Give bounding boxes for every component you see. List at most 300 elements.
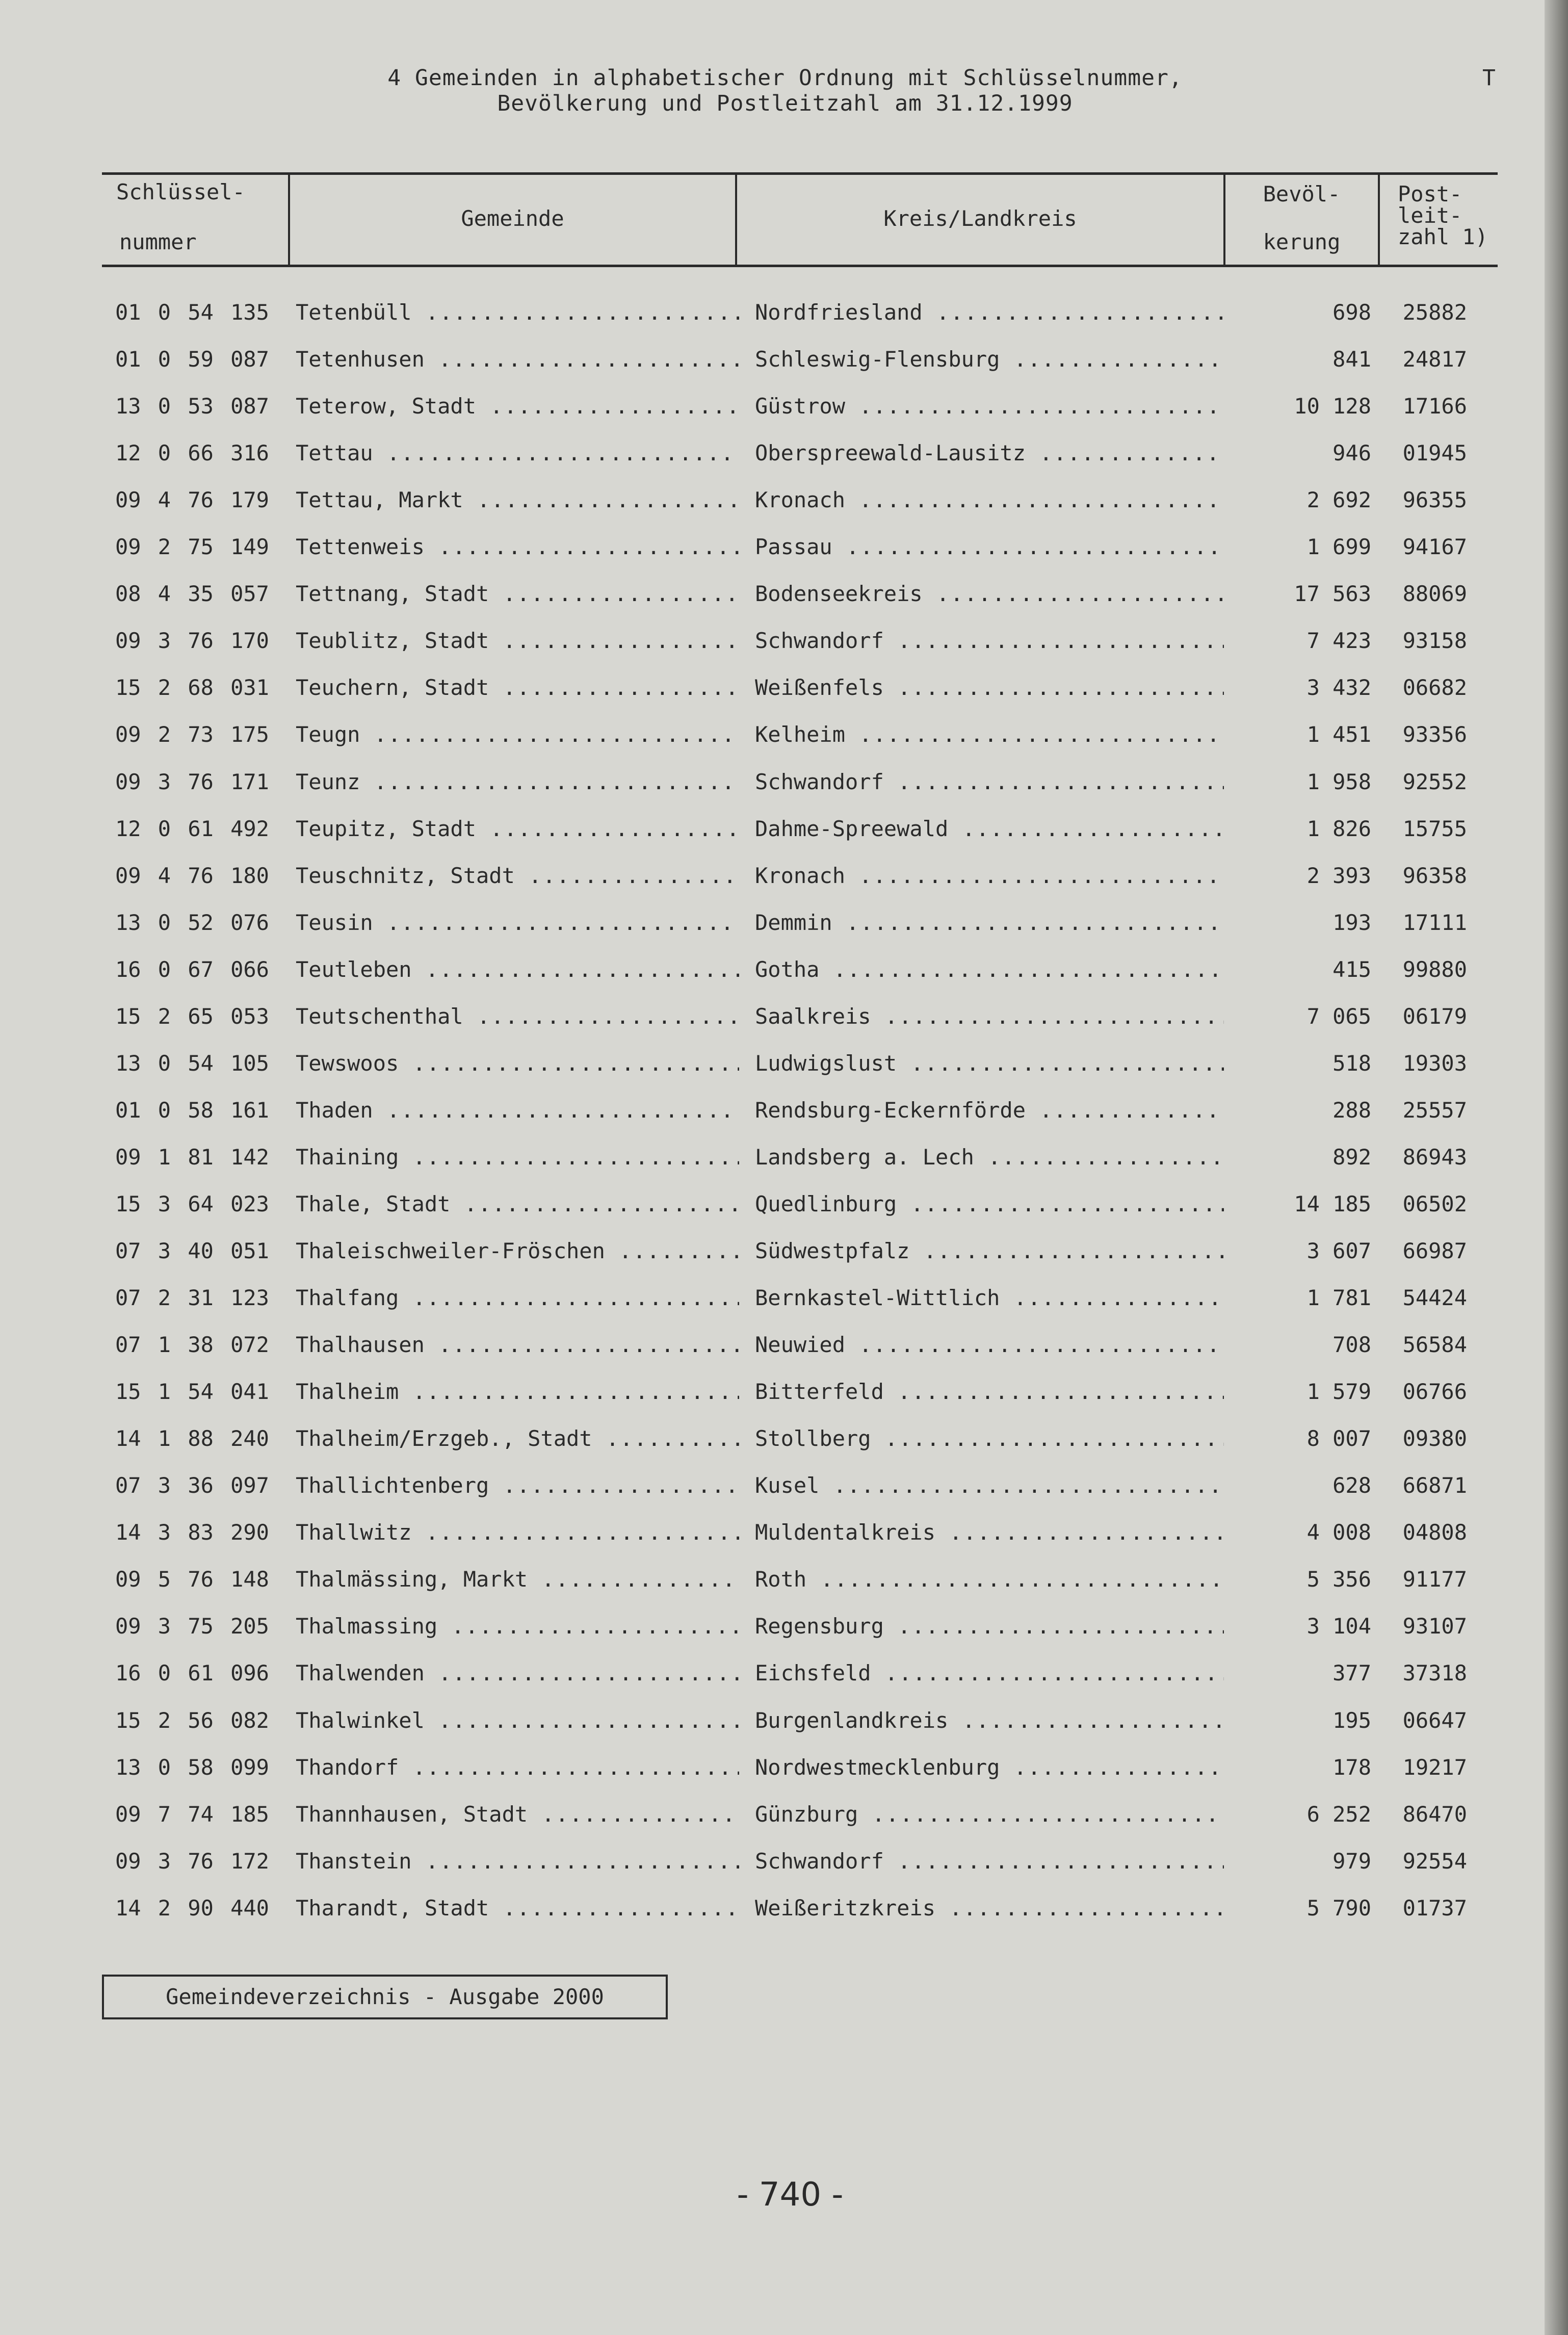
header-key-line2: nummer bbox=[119, 229, 197, 254]
key-land: 09 bbox=[115, 628, 141, 654]
gemeinde-name: Thannhausen, Stadt ..... bbox=[296, 1802, 739, 1827]
key-gemeinde: 240 bbox=[230, 1426, 269, 1451]
key-number bbox=[115, 1238, 269, 1264]
population: 1 958 bbox=[1306, 769, 1371, 794]
key-gemeinde: 072 bbox=[230, 1332, 269, 1358]
key-land: 07 bbox=[115, 1473, 141, 1498]
kreis-name: Roth ..... bbox=[755, 1567, 1224, 1592]
gemeinde-name: Tharandt, Stadt ..... bbox=[296, 1896, 739, 1921]
key-gemeinde: 440 bbox=[230, 1895, 269, 1921]
kreis-name: Stollberg ..... bbox=[755, 1426, 1224, 1451]
key-number bbox=[115, 1849, 269, 1874]
kreis-name: Bodenseekreis ..... bbox=[755, 581, 1224, 607]
key-kreis: 75 bbox=[188, 534, 214, 560]
population: 193 bbox=[1332, 910, 1371, 935]
key-gemeinde: 205 bbox=[230, 1614, 269, 1639]
population: 3 432 bbox=[1306, 675, 1371, 700]
key-bezirk: 0 bbox=[158, 910, 171, 935]
key-land: 09 bbox=[115, 769, 141, 794]
key-kreis: 76 bbox=[188, 1567, 214, 1592]
population: 10 128 bbox=[1294, 394, 1371, 419]
key-kreis: 52 bbox=[188, 910, 214, 935]
key-land: 09 bbox=[115, 722, 141, 747]
population: 2 692 bbox=[1306, 487, 1371, 513]
key-bezirk: 7 bbox=[158, 1801, 171, 1827]
gemeinde-name: Teuschnitz, Stadt ..... bbox=[296, 863, 739, 889]
key-number bbox=[115, 1896, 269, 1921]
key-bezirk: 2 bbox=[158, 1895, 171, 1921]
table-row bbox=[0, 394, 1568, 440]
table-row bbox=[0, 1426, 1568, 1473]
page-title bbox=[204, 65, 1366, 116]
gemeinde-name: Tewswoos ..... bbox=[296, 1051, 739, 1076]
population: 14 185 bbox=[1294, 1191, 1371, 1216]
key-kreis: 61 bbox=[188, 816, 214, 841]
edition-box: Gemeindeverzeichnis - Ausgabe 2000 bbox=[102, 1975, 668, 2019]
population: 8 007 bbox=[1306, 1426, 1371, 1451]
kreis-name: Demmin ..... bbox=[755, 910, 1224, 936]
kreis-name: Kelheim ..... bbox=[755, 722, 1224, 747]
key-land: 12 bbox=[115, 816, 141, 841]
key-number bbox=[115, 1426, 269, 1451]
key-bezirk: 0 bbox=[158, 440, 171, 466]
key-number bbox=[115, 1379, 269, 1405]
population: 698 bbox=[1332, 300, 1371, 325]
key-bezirk: 0 bbox=[158, 1754, 171, 1780]
population: 17 563 bbox=[1294, 581, 1371, 607]
population: 979 bbox=[1332, 1848, 1371, 1874]
kreis-name: Nordwestmecklenburg ..... bbox=[755, 1755, 1224, 1780]
title-line-2: Bevölkerung und Postleitzahl am 31.12.1999 bbox=[497, 91, 1073, 116]
key-kreis: 35 bbox=[188, 581, 214, 607]
key-bezirk: 3 bbox=[158, 628, 171, 654]
key-bezirk: 0 bbox=[158, 1050, 171, 1076]
key-bezirk: 3 bbox=[158, 1848, 171, 1874]
key-gemeinde: 076 bbox=[230, 910, 269, 935]
table-row bbox=[0, 1567, 1568, 1614]
population: 3 607 bbox=[1306, 1238, 1371, 1263]
kreis-name: Kronach ..... bbox=[755, 863, 1224, 889]
table-row bbox=[0, 1285, 1568, 1332]
key-gemeinde: 170 bbox=[230, 628, 269, 654]
key-land: 07 bbox=[115, 1285, 141, 1311]
kreis-name: Bernkastel-Wittlich ..... bbox=[755, 1285, 1224, 1311]
key-land: 01 bbox=[115, 1097, 141, 1123]
table-row bbox=[0, 1708, 1568, 1755]
key-number bbox=[115, 1285, 269, 1311]
key-kreis: 76 bbox=[188, 628, 214, 654]
kreis-name: Schwandorf ..... bbox=[755, 769, 1224, 795]
gemeinde-name: Thalfang ..... bbox=[296, 1285, 739, 1311]
kreis-name: Landsberg a. Lech ..... bbox=[755, 1145, 1224, 1170]
key-gemeinde: 097 bbox=[230, 1473, 269, 1498]
table-row bbox=[0, 1473, 1568, 1520]
postal-code: 93107 bbox=[1402, 1614, 1467, 1639]
key-land: 15 bbox=[115, 1379, 141, 1405]
key-number bbox=[115, 957, 269, 982]
key-gemeinde: 099 bbox=[230, 1754, 269, 1780]
key-kreis: 76 bbox=[188, 487, 214, 513]
key-number bbox=[115, 769, 269, 795]
key-gemeinde: 316 bbox=[230, 440, 269, 466]
postal-code: 99880 bbox=[1402, 956, 1467, 982]
table-row bbox=[0, 1520, 1568, 1567]
key-number bbox=[115, 1708, 269, 1733]
postal-code: 37318 bbox=[1402, 1661, 1467, 1686]
kreis-name: Ludwigslust ..... bbox=[755, 1051, 1224, 1076]
key-kreis: 61 bbox=[188, 1661, 214, 1686]
gemeinde-name: Teterow, Stadt ..... bbox=[296, 394, 739, 419]
key-bezirk: 3 bbox=[158, 1191, 171, 1216]
header-plz-line3: zahl 1) bbox=[1398, 224, 1488, 249]
key-bezirk: 4 bbox=[158, 581, 171, 607]
key-kreis: 74 bbox=[188, 1801, 214, 1827]
key-land: 07 bbox=[115, 1332, 141, 1358]
key-gemeinde: 087 bbox=[230, 394, 269, 419]
key-land: 15 bbox=[115, 1707, 141, 1733]
key-kreis: 38 bbox=[188, 1332, 214, 1358]
key-bezirk: 3 bbox=[158, 1473, 171, 1498]
key-land: 12 bbox=[115, 440, 141, 466]
table-row bbox=[0, 863, 1568, 910]
key-bezirk: 0 bbox=[158, 1661, 171, 1686]
key-land: 07 bbox=[115, 1238, 141, 1263]
postal-code: 66987 bbox=[1402, 1238, 1467, 1263]
gemeinde-name: Thalheim ..... bbox=[296, 1379, 739, 1405]
key-bezirk: 1 bbox=[158, 1426, 171, 1451]
key-number bbox=[115, 1520, 269, 1545]
population: 1 781 bbox=[1306, 1285, 1371, 1311]
postal-code: 19217 bbox=[1402, 1754, 1467, 1780]
gemeinde-name: Teutschenthal ..... bbox=[296, 1004, 739, 1029]
key-land: 08 bbox=[115, 581, 141, 607]
kreis-name: Schwandorf ..... bbox=[755, 1849, 1224, 1874]
key-kreis: 88 bbox=[188, 1426, 214, 1451]
key-gemeinde: 023 bbox=[230, 1191, 269, 1216]
key-bezirk: 4 bbox=[158, 863, 171, 888]
key-gemeinde: 171 bbox=[230, 769, 269, 794]
gemeinde-name: Teugn ..... bbox=[296, 722, 739, 747]
postal-code: 96355 bbox=[1402, 487, 1467, 513]
kreis-name: Quedlinburg ..... bbox=[755, 1191, 1224, 1217]
key-gemeinde: 149 bbox=[230, 534, 269, 560]
key-kreis: 83 bbox=[188, 1520, 214, 1545]
table-row bbox=[0, 957, 1568, 1004]
table-row bbox=[0, 722, 1568, 769]
key-gemeinde: 185 bbox=[230, 1801, 269, 1827]
key-land: 09 bbox=[115, 534, 141, 560]
kreis-name: Güstrow ..... bbox=[755, 394, 1224, 419]
key-number bbox=[115, 1755, 269, 1780]
key-kreis: 76 bbox=[188, 1848, 214, 1874]
table-row bbox=[0, 1238, 1568, 1285]
postal-code: 06502 bbox=[1402, 1191, 1467, 1216]
key-bezirk: 0 bbox=[158, 300, 171, 325]
table-row bbox=[0, 1051, 1568, 1098]
kreis-name: Weißeritzkreis ..... bbox=[755, 1896, 1224, 1921]
table-row bbox=[0, 1379, 1568, 1426]
key-land: 13 bbox=[115, 394, 141, 419]
kreis-name: Kusel ..... bbox=[755, 1473, 1224, 1498]
gemeinde-name: Thaining ..... bbox=[296, 1145, 739, 1170]
key-number bbox=[115, 1567, 269, 1592]
page-number: - 740 - bbox=[737, 2176, 844, 2214]
key-gemeinde: 179 bbox=[230, 487, 269, 513]
key-number bbox=[115, 910, 269, 936]
postal-code: 17111 bbox=[1402, 910, 1467, 935]
key-land: 15 bbox=[115, 1003, 141, 1029]
table-row bbox=[0, 1849, 1568, 1896]
key-bezirk: 2 bbox=[158, 722, 171, 747]
gemeinde-name: Tettnang, Stadt ..... bbox=[296, 581, 739, 607]
key-gemeinde: 051 bbox=[230, 1238, 269, 1263]
gemeinde-name: Thale, Stadt ..... bbox=[296, 1191, 739, 1217]
gemeinde-name: Thanstein ..... bbox=[296, 1849, 739, 1874]
table-row bbox=[0, 1755, 1568, 1802]
key-number bbox=[115, 1614, 269, 1639]
header-gemeinde: Gemeinde bbox=[461, 206, 564, 231]
kreis-name: Saalkreis ..... bbox=[755, 1004, 1224, 1029]
key-number bbox=[115, 347, 269, 372]
key-land: 09 bbox=[115, 1614, 141, 1639]
gemeinde-name: Teunz ..... bbox=[296, 769, 739, 795]
table-row bbox=[0, 769, 1568, 816]
key-gemeinde: 123 bbox=[230, 1285, 269, 1311]
gemeinde-name: Thalmassing ..... bbox=[296, 1614, 739, 1639]
key-kreis: 66 bbox=[188, 440, 214, 466]
key-number bbox=[115, 1004, 269, 1029]
key-land: 13 bbox=[115, 910, 141, 935]
gemeinde-name: Tettau ..... bbox=[296, 440, 739, 466]
table-row bbox=[0, 675, 1568, 722]
key-gemeinde: 066 bbox=[230, 956, 269, 982]
key-number bbox=[115, 628, 269, 654]
population: 377 bbox=[1332, 1661, 1371, 1686]
key-bezirk: 0 bbox=[158, 347, 171, 372]
population: 892 bbox=[1332, 1144, 1371, 1170]
kreis-name: Rendsburg-Eckernförde ..... bbox=[755, 1098, 1224, 1123]
key-gemeinde: 096 bbox=[230, 1661, 269, 1686]
table-row bbox=[0, 1332, 1568, 1379]
key-kreis: 81 bbox=[188, 1144, 214, 1170]
key-kreis: 31 bbox=[188, 1285, 214, 1311]
key-gemeinde: 087 bbox=[230, 347, 269, 372]
population: 1 826 bbox=[1306, 816, 1371, 841]
key-number bbox=[115, 581, 269, 607]
key-bezirk: 3 bbox=[158, 1520, 171, 1545]
key-kreis: 59 bbox=[188, 347, 214, 372]
key-bezirk: 2 bbox=[158, 1285, 171, 1311]
key-gemeinde: 148 bbox=[230, 1567, 269, 1592]
kreis-name: Südwestpfalz ..... bbox=[755, 1238, 1224, 1264]
table-row bbox=[0, 1896, 1568, 1942]
table-row bbox=[0, 1802, 1568, 1849]
key-number bbox=[115, 1661, 269, 1686]
key-number bbox=[115, 816, 269, 842]
key-land: 14 bbox=[115, 1895, 141, 1921]
gemeinde-name: Teutleben ..... bbox=[296, 957, 739, 982]
gemeinde-name: Thalwinkel ..... bbox=[296, 1708, 739, 1733]
key-gemeinde: 175 bbox=[230, 722, 269, 747]
postal-code: 88069 bbox=[1402, 581, 1467, 607]
key-kreis: 40 bbox=[188, 1238, 214, 1263]
population: 415 bbox=[1332, 956, 1371, 982]
gemeinde-name: Teusin ..... bbox=[296, 910, 739, 936]
gemeinde-name: Tettau, Markt ..... bbox=[296, 487, 739, 513]
key-kreis: 58 bbox=[188, 1097, 214, 1123]
key-land: 13 bbox=[115, 1050, 141, 1076]
key-kreis: 58 bbox=[188, 1754, 214, 1780]
key-kreis: 76 bbox=[188, 769, 214, 794]
table-row bbox=[0, 1191, 1568, 1238]
table-row bbox=[0, 1145, 1568, 1191]
population: 708 bbox=[1332, 1332, 1371, 1358]
postal-code: 93158 bbox=[1402, 628, 1467, 654]
key-kreis: 54 bbox=[188, 1050, 214, 1076]
header-bev-line2: kerung bbox=[1263, 229, 1341, 254]
postal-code: 25882 bbox=[1402, 300, 1467, 325]
table-row bbox=[0, 816, 1568, 863]
population: 1 451 bbox=[1306, 722, 1371, 747]
kreis-name: Burgenlandkreis ..... bbox=[755, 1708, 1224, 1733]
key-kreis: 73 bbox=[188, 722, 214, 747]
key-bezirk: 2 bbox=[158, 1003, 171, 1029]
header-plz-line2: leit- bbox=[1398, 203, 1462, 228]
key-gemeinde: 041 bbox=[230, 1379, 269, 1405]
key-land: 16 bbox=[115, 956, 141, 982]
postal-code: 06682 bbox=[1402, 675, 1467, 700]
key-number bbox=[115, 1051, 269, 1076]
key-gemeinde: 492 bbox=[230, 816, 269, 841]
gemeinde-name: Thallwitz ..... bbox=[296, 1520, 739, 1545]
key-gemeinde: 180 bbox=[230, 863, 269, 888]
kreis-name: Passau ..... bbox=[755, 534, 1224, 560]
header-key-line1: Schlüssel- bbox=[116, 179, 245, 204]
key-gemeinde: 135 bbox=[230, 300, 269, 325]
gemeinde-name: Thalhausen ..... bbox=[296, 1332, 739, 1358]
key-land: 13 bbox=[115, 1754, 141, 1780]
key-land: 09 bbox=[115, 1801, 141, 1827]
key-land: 09 bbox=[115, 1567, 141, 1592]
kreis-name: Kronach ..... bbox=[755, 487, 1224, 513]
kreis-name: Bitterfeld ..... bbox=[755, 1379, 1224, 1405]
postal-code: 96358 bbox=[1402, 863, 1467, 888]
kreis-name: Günzburg ..... bbox=[755, 1802, 1224, 1827]
population: 2 393 bbox=[1306, 863, 1371, 888]
key-number bbox=[115, 1332, 269, 1358]
gemeinde-name: Teupitz, Stadt ..... bbox=[296, 816, 739, 842]
table-row bbox=[0, 1004, 1568, 1051]
key-bezirk: 3 bbox=[158, 1238, 171, 1263]
gemeinde-name: Tetenbüll ..... bbox=[296, 300, 739, 325]
postal-code: 17166 bbox=[1402, 394, 1467, 419]
postal-code: 24817 bbox=[1402, 347, 1467, 372]
population: 288 bbox=[1332, 1097, 1371, 1123]
key-land: 09 bbox=[115, 1848, 141, 1874]
key-bezirk: 2 bbox=[158, 534, 171, 560]
key-land: 01 bbox=[115, 300, 141, 325]
population: 7 065 bbox=[1306, 1003, 1371, 1029]
population: 628 bbox=[1332, 1473, 1371, 1498]
table-row bbox=[0, 1661, 1568, 1707]
kreis-name: Gotha ..... bbox=[755, 957, 1224, 982]
key-kreis: 54 bbox=[188, 1379, 214, 1405]
column-separator bbox=[1378, 173, 1380, 266]
table-header-top-rule bbox=[102, 172, 1498, 175]
postal-code: 86943 bbox=[1402, 1144, 1467, 1170]
key-gemeinde: 053 bbox=[230, 1003, 269, 1029]
key-bezirk: 3 bbox=[158, 769, 171, 794]
header-bev-line1: Bevöl- bbox=[1263, 181, 1341, 206]
key-number bbox=[115, 722, 269, 747]
postal-code: 66871 bbox=[1402, 1473, 1467, 1498]
key-kreis: 56 bbox=[188, 1707, 214, 1733]
key-number bbox=[115, 487, 269, 513]
key-land: 09 bbox=[115, 863, 141, 888]
key-land: 01 bbox=[115, 347, 141, 372]
gemeinde-name: Thalmässing, Markt ..... bbox=[296, 1567, 739, 1592]
kreis-name: Schleswig-Flensburg ..... bbox=[755, 347, 1224, 372]
key-bezirk: 0 bbox=[158, 956, 171, 982]
table-row bbox=[0, 581, 1568, 628]
key-kreis: 90 bbox=[188, 1895, 214, 1921]
table-row bbox=[0, 347, 1568, 394]
gemeinde-name: Teuchern, Stadt ..... bbox=[296, 675, 739, 700]
gemeinde-name: Thalwenden ..... bbox=[296, 1661, 739, 1686]
kreis-name: Regensburg ..... bbox=[755, 1614, 1224, 1639]
key-gemeinde: 161 bbox=[230, 1097, 269, 1123]
population: 5 356 bbox=[1306, 1567, 1371, 1592]
kreis-name: Muldentalkreis ..... bbox=[755, 1520, 1224, 1545]
key-number bbox=[115, 1191, 269, 1217]
gemeinde-name: Tetenhusen ..... bbox=[296, 347, 739, 372]
postal-code: 91177 bbox=[1402, 1567, 1467, 1592]
key-bezirk: 2 bbox=[158, 675, 171, 700]
population: 1 699 bbox=[1306, 534, 1371, 560]
section-letter: T bbox=[1482, 65, 1496, 91]
postal-code: 25557 bbox=[1402, 1097, 1467, 1123]
key-number bbox=[115, 534, 269, 560]
key-kreis: 65 bbox=[188, 1003, 214, 1029]
key-kreis: 53 bbox=[188, 394, 214, 419]
kreis-name: Weißenfels ..... bbox=[755, 675, 1224, 700]
postal-code: 06179 bbox=[1402, 1003, 1467, 1029]
postal-code: 01945 bbox=[1402, 440, 1467, 466]
postal-code: 01737 bbox=[1402, 1895, 1467, 1921]
key-bezirk: 1 bbox=[158, 1144, 171, 1170]
key-kreis: 75 bbox=[188, 1614, 214, 1639]
postal-code: 15755 bbox=[1402, 816, 1467, 841]
key-kreis: 64 bbox=[188, 1191, 214, 1216]
key-gemeinde: 031 bbox=[230, 675, 269, 700]
key-land: 15 bbox=[115, 1191, 141, 1216]
table-row bbox=[0, 1098, 1568, 1145]
population: 178 bbox=[1332, 1754, 1371, 1780]
key-kreis: 36 bbox=[188, 1473, 214, 1498]
kreis-name: Eichsfeld ..... bbox=[755, 1661, 1224, 1686]
postal-code: 56584 bbox=[1402, 1332, 1467, 1358]
population: 946 bbox=[1332, 440, 1371, 466]
key-land: 09 bbox=[115, 487, 141, 513]
gemeinde-name: Thandorf ..... bbox=[296, 1755, 739, 1780]
population: 1 579 bbox=[1306, 1379, 1371, 1405]
gemeinde-name: Tettenweis ..... bbox=[296, 534, 739, 560]
table-row bbox=[0, 300, 1568, 347]
key-bezirk: 1 bbox=[158, 1379, 171, 1405]
key-gemeinde: 172 bbox=[230, 1848, 269, 1874]
population: 195 bbox=[1332, 1707, 1371, 1733]
kreis-name: Oberspreewald-Lausitz ..... bbox=[755, 440, 1224, 466]
